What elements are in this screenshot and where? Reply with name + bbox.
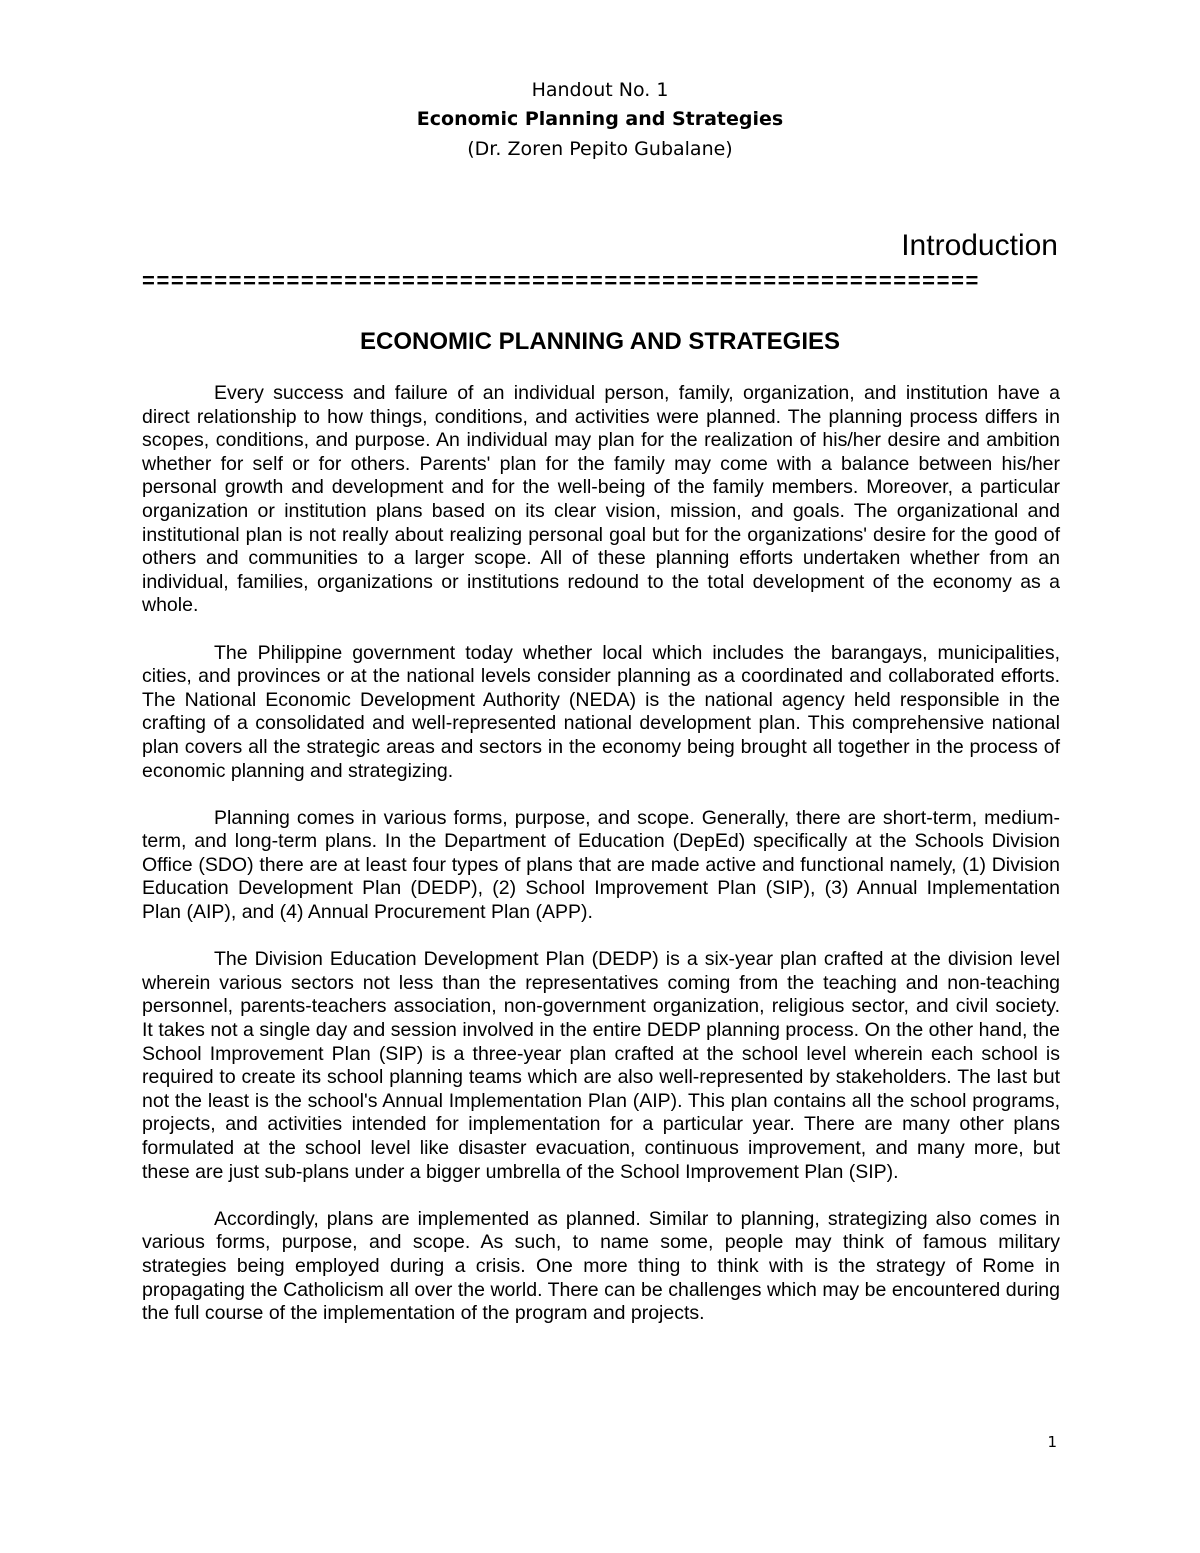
- section-divider: ==========================================================: [142, 268, 980, 293]
- handout-number: Handout No. 1: [531, 79, 669, 101]
- paragraph-5: Accordingly, plans are implemented as planned. Similar to planning, strategizing also comes in various forms, purpose, and scope. As such, to name some, people may think of famous military strategies being employed during a crisis. One more thing to think with is the strategy of Rome in propagating the Catholicism all over the world. There can be challenges which may be encountered during the full course of the implementation of the program and projects.: [142, 1207, 1060, 1325]
- handout-title: Economic Planning and Strategies: [416, 108, 784, 130]
- section-label: Introduction: [901, 229, 1058, 262]
- paragraph-4: The Division Education Development Plan (DEDP) is a six-year plan crafted at the division level wherein various sectors not less than the representatives coming from the teaching and non-teaching personnel, parents-teachers association, non-government organization, religious sector, and civil society. It takes not a single day and session involved in the entire DEDP planning process. On the other hand, the School Improvement Plan (SIP) is a three-year plan crafted at the school level wherein each school is required to create its school planning teams which are also well-represented by stakeholders. The last but not the least is the school's Annual Implementation Plan (AIP). This plan contains all the school programs, projects, and activities intended for implementation for a particular year. There are many other plans formulated at the school level like disaster evacuation, continuous improvement, and many more, but these are just sub-plans under a bigger umbrella of the School Improvement Plan (SIP).: [142, 948, 1060, 1183]
- body-text: [142, 382, 1060, 1349]
- document-title: ECONOMIC PLANNING AND STRATEGIES: [359, 328, 840, 355]
- paragraph-2: The Philippine government today whether local which includes the barangays, municipalities, cities, and provinces or at the national levels consider planning as a coordinated and collaborated efforts. The National Economic Development Authority (NEDA) is the national agency held responsible in the crafting of a consolidated and well-represented national development plan. This comprehensive national plan covers all the strategic areas and sectors in the economy being brought all together in the process of economic planning and strategizing.: [142, 641, 1060, 782]
- paragraph-1: Every success and failure of an individual person, family, organization, and institution have a direct relationship to how things, conditions, and activities were planned. The planning process differs in scopes, conditions, and purpose. An individual may plan for the realization of his/her desire and ambition whether for self or for others. Parents' plan for the family may come with a balance between his/her personal growth and development and for the well-being of the family members. Moreover, a particular organization or institution plans based on its clear vision, mission, and goals. The organizational and institutional plan is not really about realizing personal goal but for the organizations' desire for the good of others and communities to a larger scope. All of these planning efforts undertaken whether from an individual, families, organizations or institutions redound to the total development of the economy as a whole.: [142, 382, 1060, 617]
- page-number: 1: [1047, 1433, 1057, 1451]
- paragraph-3: Planning comes in various forms, purpose, and scope. Generally, there are short-term, medium-term, and long-term plans. In the Department of Education (DepEd) specifically at the Schools Division Office (SDO) there are at least four types of plans that are made active and functional namely, (1) Division Education Development Plan (DEDP), (2) School Improvement Plan (SIP), (3) Annual Implementation Plan (AIP), and (4) Annual Procurement Plan (APP).: [142, 806, 1060, 924]
- handout-author: (Dr. Zoren Pepito Gubalane): [467, 138, 733, 160]
